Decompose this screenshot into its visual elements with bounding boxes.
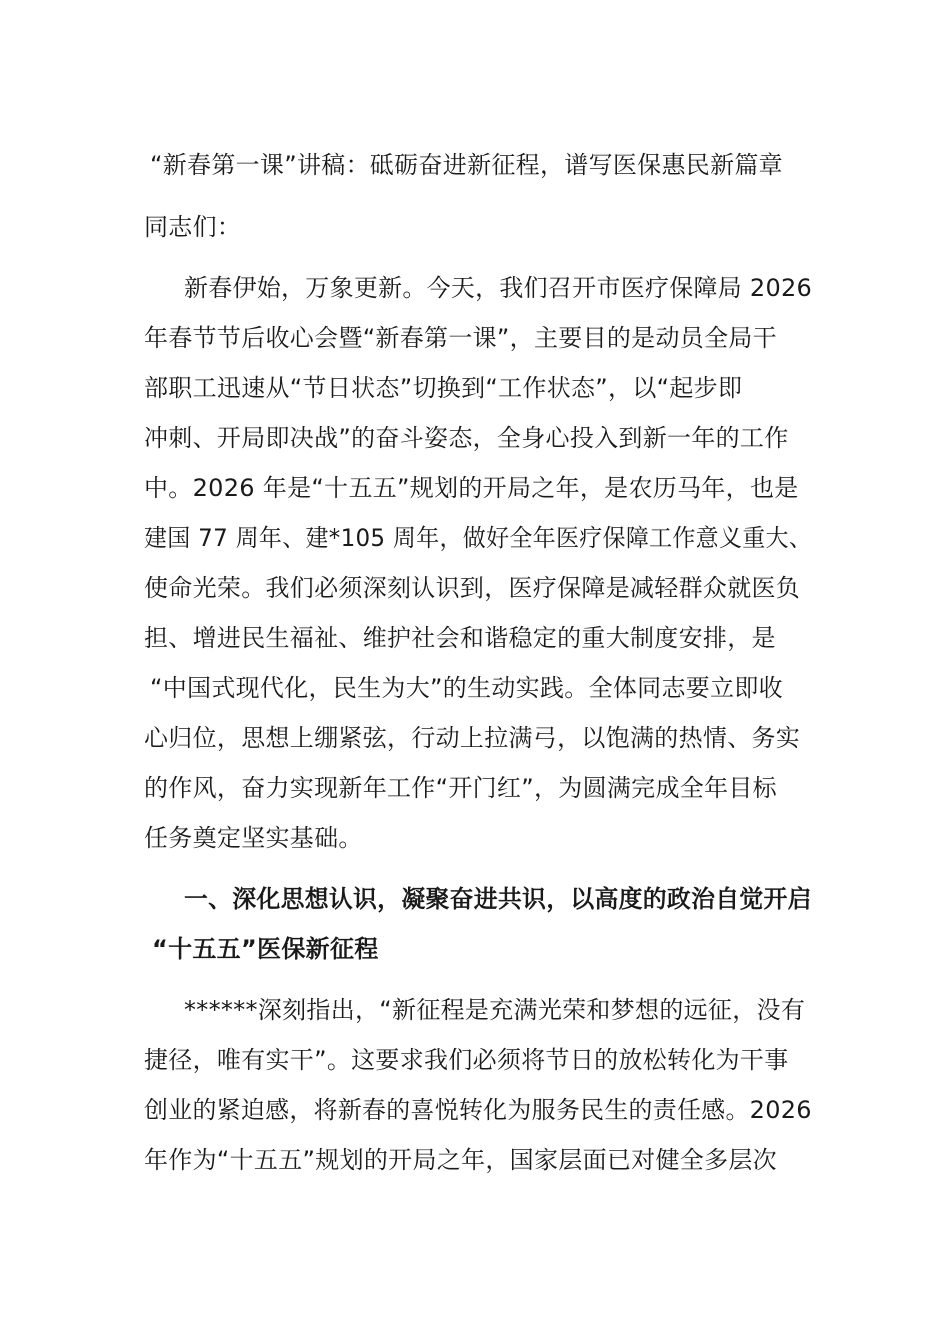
paragraph-1-line: “中国式现代化，民生为大”的生动实践。全体同志要立即收 — [150, 674, 783, 702]
paragraph-1-line: 部职工迅速从“节日状态”切换到“工作状态”，以“起步即 — [144, 374, 743, 402]
section-1-heading: “十五五”医保新征程 — [152, 935, 379, 963]
paragraph-1-line: 使命光荣。我们必须深刻认识到，医疗保障是减轻群众就医负 — [144, 574, 801, 602]
paragraph-2-line: 捷径，唯有实干”。这要求我们必须将节日的放松转化为干事 — [144, 1046, 789, 1074]
paragraph-1-line: 中。2026 年是“十五五”规划的开局之年，是农历马年，也是 — [144, 474, 799, 502]
paragraph-1-line: 新春伊始，万象更新。今天，我们召开市医疗保障局 2026 — [184, 274, 813, 302]
paragraph-1-line: 的作风，奋力实现新年工作“开门红”，为圆满完成全年目标 — [144, 774, 777, 802]
paragraph-1-line: 年春节节后收心会暨“新春第一课”，主要目的是动员全局干 — [144, 324, 777, 352]
section-1-heading: 一、深化思想认识，凝聚奋进共识，以高度的政治自觉开启 — [184, 885, 812, 913]
paragraph-1-line: 建国 77 周年、建*105 周年，做好全年医疗保障工作意义重大、 — [144, 524, 813, 552]
salutation: 同志们： — [144, 213, 242, 241]
paragraph-1-line: 任务奠定坚实基础。 — [144, 824, 363, 852]
paragraph-1-line: 冲刺、开局即决战”的奋斗姿态，全身心投入到新一年的工作 — [144, 424, 789, 452]
document-title: “新春第一课”讲稿：砥砺奋进新征程，谱写医保惠民新篇章 — [150, 151, 783, 179]
paragraph-2-line: 年作为“十五五”规划的开局之年，国家层面已对健全多层次 — [144, 1146, 777, 1174]
paragraph-1-line: 担、增进民生福祉、维护社会和谐稳定的重大制度安排，是 — [144, 624, 776, 652]
paragraph-2-line: 创业的紧迫感，将新春的喜悦转化为服务民生的责任感。2026 — [144, 1096, 812, 1124]
paragraph-1-line: 心归位，思想上绷紧弦，行动上拉满弓，以饱满的热情、务实 — [144, 724, 801, 752]
paragraph-2-line: ******深刻指出，“新征程是充满光荣和梦想的远征，没有 — [184, 996, 806, 1024]
